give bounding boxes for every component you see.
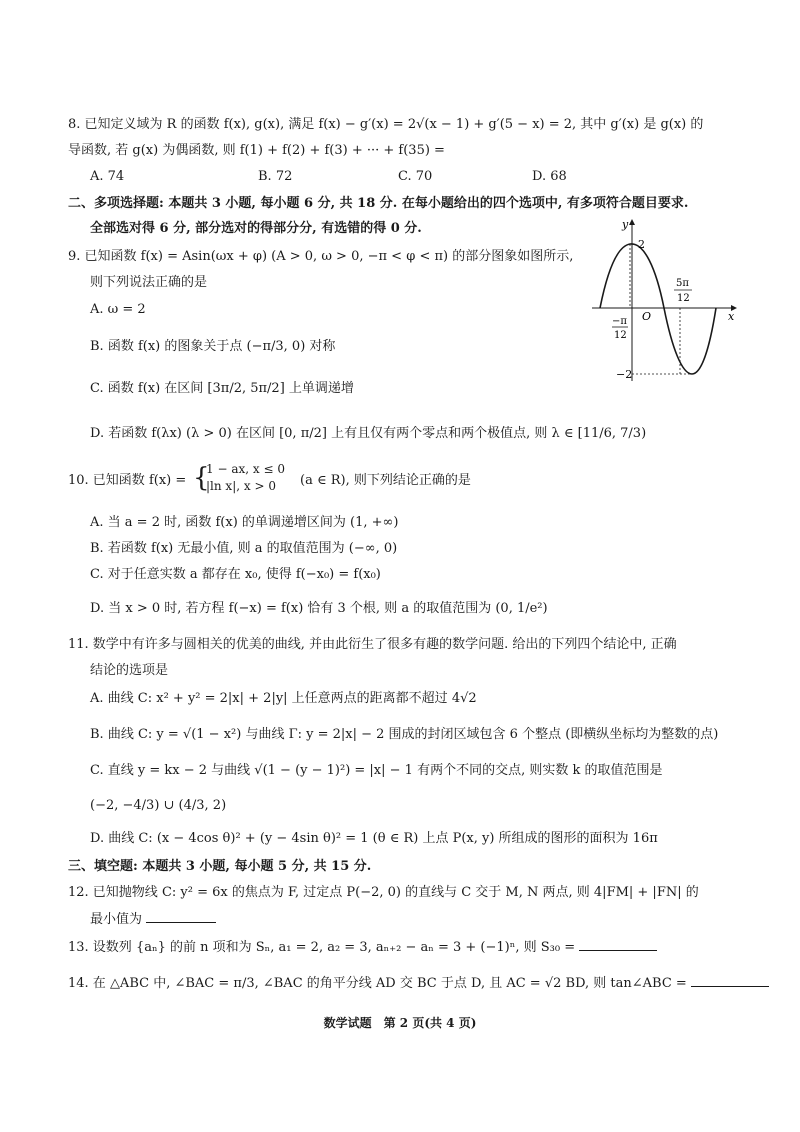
- q9-option-c: C. 函数 f(x) 在区间 [3π/2, 5π/2] 上单调递增: [90, 381, 354, 396]
- q14-answer-blank[interactable]: [691, 974, 769, 987]
- q8-option-d: D. 68: [532, 169, 567, 184]
- q11-stem-line1: 11. 数学中有许多与圆相关的优美的曲线, 并由此衍生了很多有趣的数学问题. 给出的下列四个结论中, 正确: [68, 637, 677, 652]
- q8-option-b: B. 72: [258, 169, 293, 184]
- section2-heading-line2: 全部选对得 6 分, 部分选对的得部分分, 有选错的得 0 分.: [90, 221, 422, 236]
- q12-answer-blank[interactable]: [146, 910, 216, 923]
- q13-answer-blank[interactable]: [579, 938, 657, 951]
- origin-label: O: [642, 310, 652, 323]
- q10-piece-2: |ln x|, x > 0: [206, 479, 276, 493]
- x-axis-label: x: [728, 310, 735, 323]
- sine-graph: [590, 216, 740, 386]
- q10-option-c: C. 对于任意实数 a 都存在 x₀, 使得 f(−x₀) = f(x₀): [90, 567, 381, 582]
- q9-option-b: B. 函数 f(x) 的图象关于点 (−π/3, 0) 对称: [90, 339, 336, 354]
- q10-stem-prefix: 10. 已知函数 f(x) =: [68, 473, 187, 488]
- q10-piece-1: 1 − ax, x ≤ 0: [206, 462, 285, 476]
- section3-heading: 三、填空题: 本题共 3 小题, 每小题 5 分, 共 15 分.: [68, 859, 372, 874]
- q10-option-b: B. 若函数 f(x) 无最小值, 则 a 的取值范围为 (−∞, 0): [90, 541, 398, 556]
- tick-neg-pi-12-denominator: 12: [614, 330, 627, 341]
- q14-stem-text: 14. 在 △ABC 中, ∠BAC = π/3, ∠BAC 的角平分线 AD 交 BC 于点 D, 且 AC = √2 BD, 则 tan∠ABC =: [68, 976, 687, 991]
- q11-option-d: D. 曲线 C: (x − 4cos θ)² + (y − 4sin θ)² = 1 (θ ∈ R) 上点 P(x, y) 所组成的图形的面积为 16π: [90, 831, 658, 846]
- page-footer: 数学试题 第 2 页(共 4 页): [323, 1016, 477, 1030]
- q11-option-c-line1: C. 直线 y = kx − 2 与曲线 √(1 − (y − 1)²) = |x| − 1 有两个不同的交点, 则实数 k 的取值范围是: [90, 763, 663, 778]
- sine-curve: [600, 244, 716, 374]
- q9-stem-line2: 则下列说法正确的是: [90, 275, 208, 290]
- q8-stem-line1: 8. 已知定义域为 R 的函数 f(x), g(x), 满足 f(x) − g′(x) = 2√(x − 1) + g′(5 − x) = 2, 其中 g′(x) 是 g(x) 的: [68, 117, 704, 132]
- tick-neg-pi-12-numerator: −π: [612, 316, 627, 327]
- q10-option-d: D. 当 x > 0 时, 若方程 f(−x) = f(x) 恰有 3 个根, 则 a 的取值范围为 (0, 1/e²): [90, 601, 548, 616]
- q9-option-d: D. 若函数 f(λx) (λ > 0) 在区间 [0, π/2] 上有且仅有两个零点和两个极值点, 则 λ ∈ [11/6, 7/3): [90, 426, 647, 441]
- q10-option-a: A. 当 a = 2 时, 函数 f(x) 的单调递增区间为 (1, +∞): [90, 515, 399, 530]
- q13-stem: [68, 938, 657, 957]
- y-axis-label: y: [622, 218, 629, 231]
- q11-option-b: B. 曲线 C: y = √(1 − x²) 与曲线 Γ: y = 2|x| − 2 围成的封闭区域包含 6 个整点 (即横纵坐标均为整数的点): [90, 727, 719, 742]
- q12-stem-line2: [90, 910, 216, 929]
- q13-stem-text: 13. 设数列 {aₙ} 的前 n 项和为 Sₙ, a₁ = 2, a₂ = 3, aₙ₊₂ − aₙ = 3 + (−1)ⁿ, 则 S₃₀ =: [68, 940, 576, 955]
- q12-stem-line1: 12. 已知抛物线 C: y² = 6x 的焦点为 F, 过定点 P(−2, 0) 的直线与 C 交于 M, N 两点, 则 4|FM| + |FN| 的: [68, 885, 699, 900]
- q8-option-c: C. 70: [398, 169, 433, 184]
- q11-stem-line2: 结论的选项是: [90, 663, 169, 678]
- q9-stem-line1: 9. 已知函数 f(x) = Asin(ωx + φ) (A > 0, ω > 0, −π < φ < π) 的部分图象如图所示,: [68, 249, 574, 264]
- q12-stem-text: 最小值为: [90, 912, 143, 927]
- q14-stem: [68, 974, 769, 993]
- q11-option-c-line2: (−2, −4/3) ∪ (4/3, 2): [90, 798, 227, 813]
- q9-option-a: A. ω = 2: [90, 302, 146, 317]
- tick-5pi-12-denominator: 12: [677, 293, 690, 304]
- q11-option-a: A. 曲线 C: x² + y² = 2|x| + 2|y| 上任意两点的距离都不超过 4√2: [90, 691, 477, 706]
- q10-piecewise-brace: {: [193, 463, 210, 493]
- section2-heading-line1: 二、多项选择题: 本题共 3 小题, 每小题 6 分, 共 18 分. 在每小题给出的四个选项中, 有多项符合题目要求.: [68, 196, 689, 211]
- max-value-label: 2: [638, 238, 645, 251]
- q10-stem-suffix: (a ∈ R), 则下列结论正确的是: [300, 473, 471, 488]
- q8-option-a: A. 74: [90, 169, 125, 184]
- tick-5pi-12-numerator: 5π: [676, 278, 689, 289]
- min-value-label: −2: [616, 368, 633, 381]
- q8-stem-line2: 导函数, 若 g(x) 为偶函数, 则 f(1) + f(2) + f(3) + ··· + f(35) =: [68, 143, 445, 158]
